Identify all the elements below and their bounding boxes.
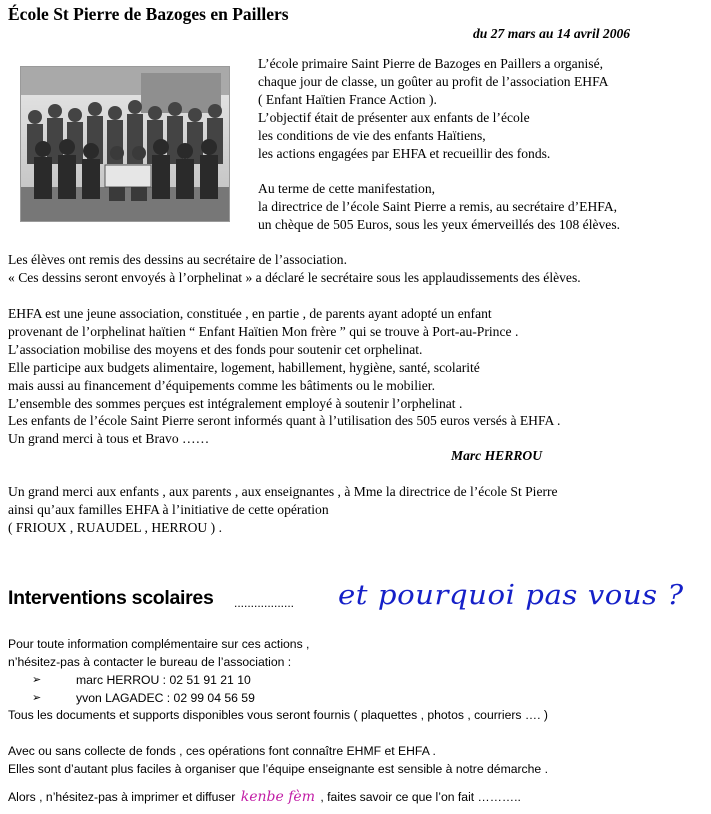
intro-line: L’école primaire Saint Pierre de Bazoges en Paillers a organisé, bbox=[258, 56, 604, 71]
info-paragraph bbox=[8, 636, 309, 708]
drawings-paragraph bbox=[8, 251, 581, 287]
ehfa-line: L’association mobilise des moyens et des fonds pour soutenir cet orphelinat. bbox=[8, 341, 423, 357]
ehfa-line: mais aussi au financement d’équipements comme les bâtiments ou le mobilier. bbox=[8, 377, 435, 393]
intro-line: les conditions de vie des enfants Haïtiens, bbox=[258, 127, 486, 143]
result-paragraph bbox=[258, 180, 620, 234]
contact-text: yvon LAGADEC : 02 99 04 56 59 bbox=[76, 690, 255, 705]
event-date: du 27 mars au 14 avril 2006 bbox=[473, 26, 631, 41]
result-line: Au terme de cette manifestation, bbox=[258, 181, 436, 196]
docs-line: Tous les documents et supports disponibles vous seront fournis ( plaquettes , photos , courriers …. ) bbox=[8, 708, 548, 722]
ehfa-paragraph bbox=[8, 305, 560, 448]
arrow-bullet-icon: ➢ bbox=[32, 691, 42, 704]
ehfa-line: Un grand merci à tous et Bravo …… bbox=[8, 431, 210, 447]
interventions-heading: Interventions scolaires bbox=[8, 587, 214, 609]
ehfa-line: provenant de l’orphelinat haïtien “ Enfant Haïtien Mon frère ” qui se trouve à Port-au-Prince . bbox=[8, 323, 519, 339]
thanks-paragraph bbox=[8, 483, 558, 537]
intro-line: ( Enfant Haïtien France Action ). bbox=[258, 91, 437, 107]
collecte-line: Elles sont d’autant plus faciles à organiser que l’équipe enseignante est sensible à notre démarche . bbox=[8, 761, 548, 776]
interventions-dots: .................. bbox=[234, 596, 295, 610]
closing-line bbox=[8, 789, 521, 807]
result-line: un chèque de 505 Euros, sous les yeux émerveillés des 108 élèves. bbox=[258, 216, 621, 232]
thanks-line: ( FRIOUX , RUAUDEL , HERROU ) . bbox=[8, 519, 222, 535]
collecte-paragraph bbox=[8, 743, 548, 779]
drawings-line: Les élèves ont remis des dessins au secrétaire de l’association. bbox=[8, 252, 347, 267]
author-signature: Marc HERROU bbox=[451, 448, 543, 463]
drawings-line: « Ces dessins seront envoyés à l’orphelinat » a déclaré le secrétaire sous les applaudissements des élèves. bbox=[8, 269, 581, 285]
info-line: Pour toute information complémentaire sur ces actions , bbox=[8, 637, 310, 651]
thanks-line: ainsi qu’aux familles EHFA à l’initiative de cette opération bbox=[8, 501, 329, 517]
class-photo-illustration bbox=[21, 67, 230, 222]
info-line: n’hésitez-pas à contacter le bureau de l’association : bbox=[8, 654, 292, 669]
page-title: École St Pierre de Bazoges en Paillers bbox=[8, 4, 289, 24]
ehfa-line: Elle participe aux budgets alimentaire, logement, habillement, hygiène, santé, scolarité bbox=[8, 359, 480, 375]
closing-after: , faites savoir ce que l’on fait ……….. bbox=[320, 790, 521, 804]
contact-text: marc HERROU : 02 51 91 21 10 bbox=[76, 672, 251, 687]
arrow-bullet-icon: ➢ bbox=[32, 673, 42, 686]
class-photo bbox=[20, 66, 230, 222]
slogan: et pourquoi pas vous ? bbox=[338, 580, 684, 611]
intro-line: les actions engagées par EHFA et recueillir des fonds. bbox=[258, 145, 551, 161]
contact-item bbox=[8, 690, 309, 708]
ehfa-line: EHFA est une jeune association, constituée , en partie , de parents ayant adopté un enfant bbox=[8, 306, 492, 321]
ehfa-line: L’ensemble des sommes perçues est intégralement employé à soutenir l’orphelinat . bbox=[8, 395, 463, 411]
intro-line: chaque jour de classe, un goûter au profit de l’association EHFA bbox=[258, 73, 609, 89]
intro-paragraph bbox=[258, 55, 608, 162]
contact-item bbox=[8, 672, 309, 690]
collecte-line: Avec ou sans collecte de fonds , ces opérations font connaître EHMF et EHFA . bbox=[8, 744, 436, 758]
result-line: la directrice de l’école Saint Pierre a remis, au secrétaire d’EHFA, bbox=[258, 198, 618, 214]
intro-line: L’objectif était de présenter aux enfants de l’école bbox=[258, 109, 530, 125]
thanks-line: Un grand merci aux enfants , aux parents , aux enseignantes , à Mme la directrice de l’école St Pierre bbox=[8, 484, 558, 499]
ehfa-line: Les enfants de l’école Saint Pierre seront informés quant à l’utilisation des 505 euros versés à EHFA . bbox=[8, 413, 561, 429]
closing-before: Alors , n’hésitez-pas à imprimer et diffuser bbox=[8, 790, 236, 804]
kenbe-fem-logo: kenbe fèm bbox=[240, 789, 315, 805]
